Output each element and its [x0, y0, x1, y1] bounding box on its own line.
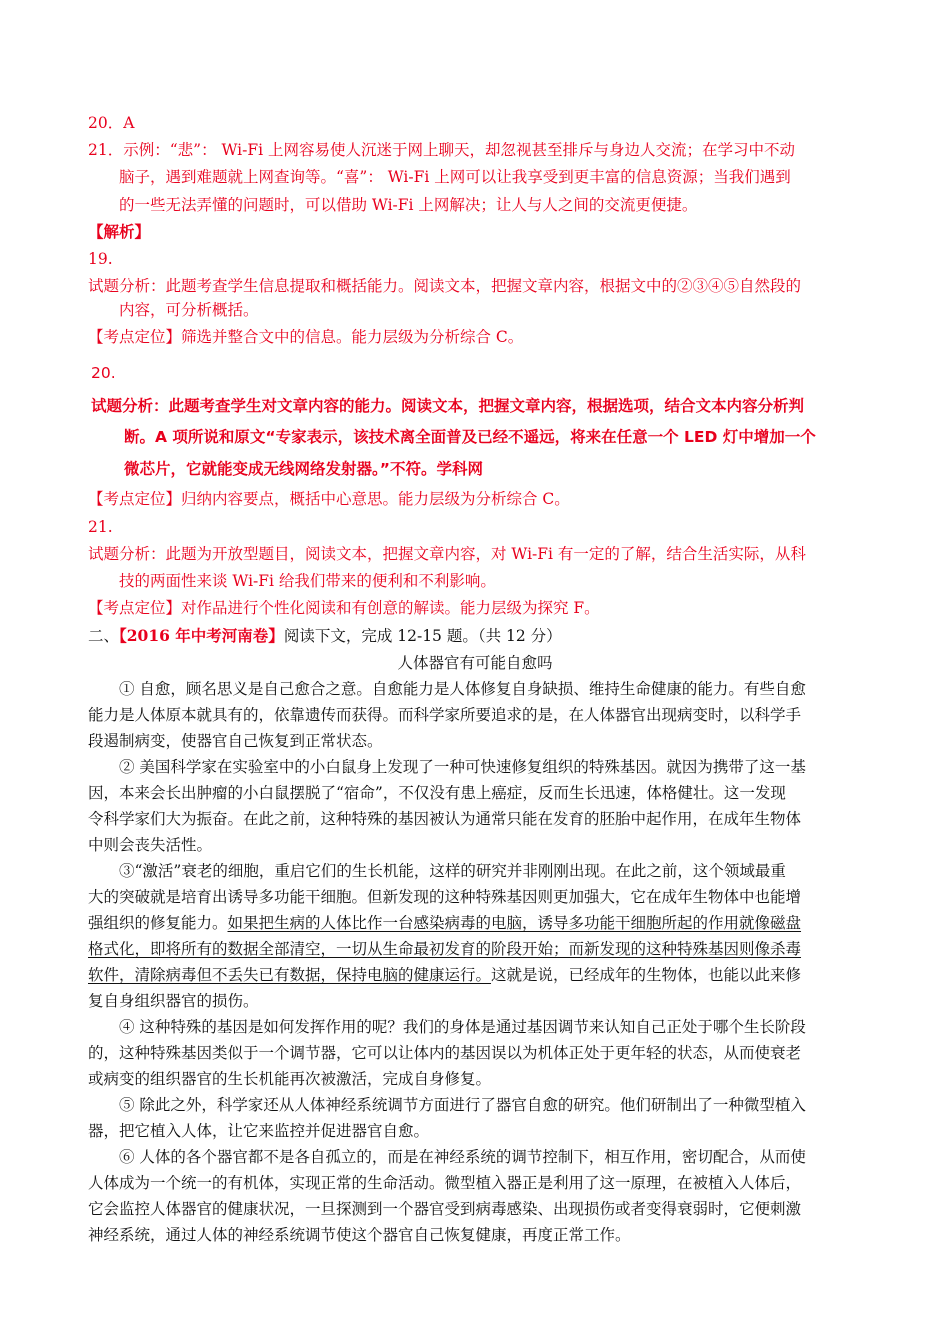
analysis-20-line-2: 断。A 项所说和原文“专家表示，该技术离全面普及已经不遥远，将来在任意一个 LED 灯中增加一个 [124, 428, 816, 446]
paragraph-3-line-6: 复自身组织器官的损伤。 [88, 992, 259, 1010]
paragraph-3-line-5-plain: 这就是说，已经成年的生物体，也能以此来修 [491, 966, 802, 984]
paragraph-2-line-2: 因，本来会长出肿瘤的小白鼠摆脱了“宿命”，不仅没有患上癌症，反而生长迅速，体格健壮。这一发现 [88, 784, 786, 802]
answer-21-line-2: 脑子，遇到难题就上网查询等。“喜”： Wi-Fi 上网可以让我享受到更丰富的信息资源；当我们遇到 [119, 168, 791, 186]
paragraph-6-line-2: 人体成为一个统一的有机体，实现正常的生命活动。微型植入器正是利用了这一原理，在被植入人体后， [88, 1174, 802, 1192]
section-2-heading [88, 625, 562, 647]
analysis-20-line-3: 微芯片，它就能变成无线网络发射器。”不符。学科网 [124, 460, 483, 478]
analysis-19-number: 19. [88, 250, 113, 268]
section-2-instruction: 阅读下文，完成 12-15 题。（共 12 分） [283, 627, 562, 645]
analysis-19-key-point: 【考点定位】筛选并整合文中的信息。能力层级为分析综合 C。 [88, 328, 524, 346]
answer-20: 20．A [88, 114, 135, 132]
analysis-19-line-1: 试题分析：此题考查学生信息提取和概括能力。阅读文本，把握文章内容，根据文中的②③④⑤自然段的 [88, 277, 802, 295]
paragraph-4-line-2: 的，这种特殊基因类似于一个调节器，它可以让体内的基因误以为机体正处于更年轻的状态，从而使衰老 [88, 1044, 802, 1062]
paragraph-2-line-4: 中则会丧失活性。 [88, 836, 213, 854]
analysis-21-line-2: 技的两面性来谈 Wi-Fi 给我们带来的便利和不利影响。 [119, 572, 496, 590]
answer-21-line-1: 21．示例：“悲”： Wi-Fi 上网容易使人沉迷于网上聊天，却忽视甚至排斥与身边人交流；在学习中不动 [88, 141, 795, 159]
paragraph-2-line-1: ② 美国科学家在实验室中的小白鼠身上发现了一种可快速修复组织的特殊基因。就因为携带了这一基 [119, 758, 806, 776]
paragraph-3-line-2: 大的突破就是培育出诱导多功能干细胞。但新发现的这种特殊基因则更加强大，它在成年生物体中也能增 [88, 888, 802, 906]
paragraph-6-line-4: 神经系统，通过人体的神经系统调节使这个器官自己恢复健康，再度正常工作。 [88, 1226, 631, 1244]
paragraph-6-line-1: ⑥ 人体的各个器官都不是各自孤立的，而是在神经系统的调节控制下，相互作用，密切配合，从而使 [119, 1148, 806, 1166]
paragraph-3-line-3-plain: 强组织的修复能力。 [88, 914, 228, 932]
paragraph-1-line-3: 段遏制病变，使器官自己恢复到正常状态。 [88, 732, 383, 750]
analysis-20-key-point: 【考点定位】归纳内容要点，概括中心意思。能力层级为分析综合 C。 [88, 490, 570, 508]
paragraph-6-line-3: 它会监控人体器官的健康状况，一旦探测到一个器官受到病毒感染、出现损伤或者变得衰弱时，它便刺激 [88, 1200, 802, 1218]
section-2-source: 【2016 年中考河南卷】 [119, 626, 284, 645]
paragraph-3-line-1: ③“激活”衰老的细胞，重启它们的生长机能，这样的研究并非刚刚出现。在此之前，这个领域最重 [119, 862, 786, 880]
analysis-19-line-2: 内容，可分析概括。 [119, 301, 259, 319]
underlined-analogy-end: 软件，清除病毒但不丢失已有数据，保持电脑的健康运行。 [88, 966, 492, 984]
paragraph-5-line-2: 器，把它植入人体，让它来监控并促进器官自愈。 [88, 1122, 430, 1140]
paragraph-2-line-3: 令科学家们大为振奋。在此之前，这种特殊的基因被认为通常只能在发育的胚胎中起作用，在成年生物体 [88, 810, 802, 828]
paragraph-4-line-1: ④ 这种特殊的基因是如何发挥作用的呢？我们的身体是通过基因调节来认知自己正处于哪个生长阶段 [119, 1018, 806, 1036]
underlined-analogy-middle: 格式化，即将所有的数据全部清空，一切从生命最初发育的阶段开始；而新发现的这种特殊基因则像杀毒 [88, 940, 802, 958]
analysis-20-number: 20. [91, 364, 116, 382]
paragraph-1-line-1: ① 自愈，顾名思义是自己愈合之意。自愈能力是人体修复自身缺损、维持生命健康的能力。有些自愈 [119, 680, 806, 698]
underlined-analogy-start: 如果把生病的人体比作一台感染病毒的电脑，诱导多功能干细胞所起的作用就像磁盘 [227, 914, 802, 932]
paragraph-3-line-5 [88, 964, 801, 986]
paragraph-5-line-1: ⑤ 除此之外，科学家还从人体神经系统调节方面进行了器官自愈的研究。他们研制出了一种微型植入 [119, 1096, 806, 1114]
analysis-21-line-1: 试题分析：此题为开放型题目，阅读文本，把握文章内容，对 Wi-Fi 有一定的了解，结合生活实际，从科 [88, 545, 806, 563]
answer-21-line-3: 的一些无法弄懂的问题时，可以借助 Wi-Fi 上网解决；让人与人之间的交流更便捷。 [119, 196, 698, 214]
analysis-21-key-point: 【考点定位】对作品进行个性化阅读和有创意的解读。能力层级为探究 F。 [88, 599, 600, 617]
paragraph-3-line-3 [88, 912, 801, 934]
article-title: 人体器官有可能自愈吗 [397, 654, 553, 672]
analysis-21-number: 21. [88, 518, 113, 536]
analysis-20-line-1: 试题分析：此题考查学生对文章内容的能力。阅读文本，把握文章内容，根据选项，结合文本内容分析判 [91, 397, 805, 415]
analysis-header: 【解析】 [88, 222, 151, 241]
section-2-prefix: 二、 [88, 627, 120, 645]
paragraph-1-line-2: 能力是人体原本就具有的，依靠遗传而获得。而科学家所要追求的是，在人体器官出现病变时，以科学手 [88, 706, 802, 724]
paragraph-4-line-3: 或病变的组织器官的生长机能再次被激活，完成自身修复。 [88, 1070, 492, 1088]
